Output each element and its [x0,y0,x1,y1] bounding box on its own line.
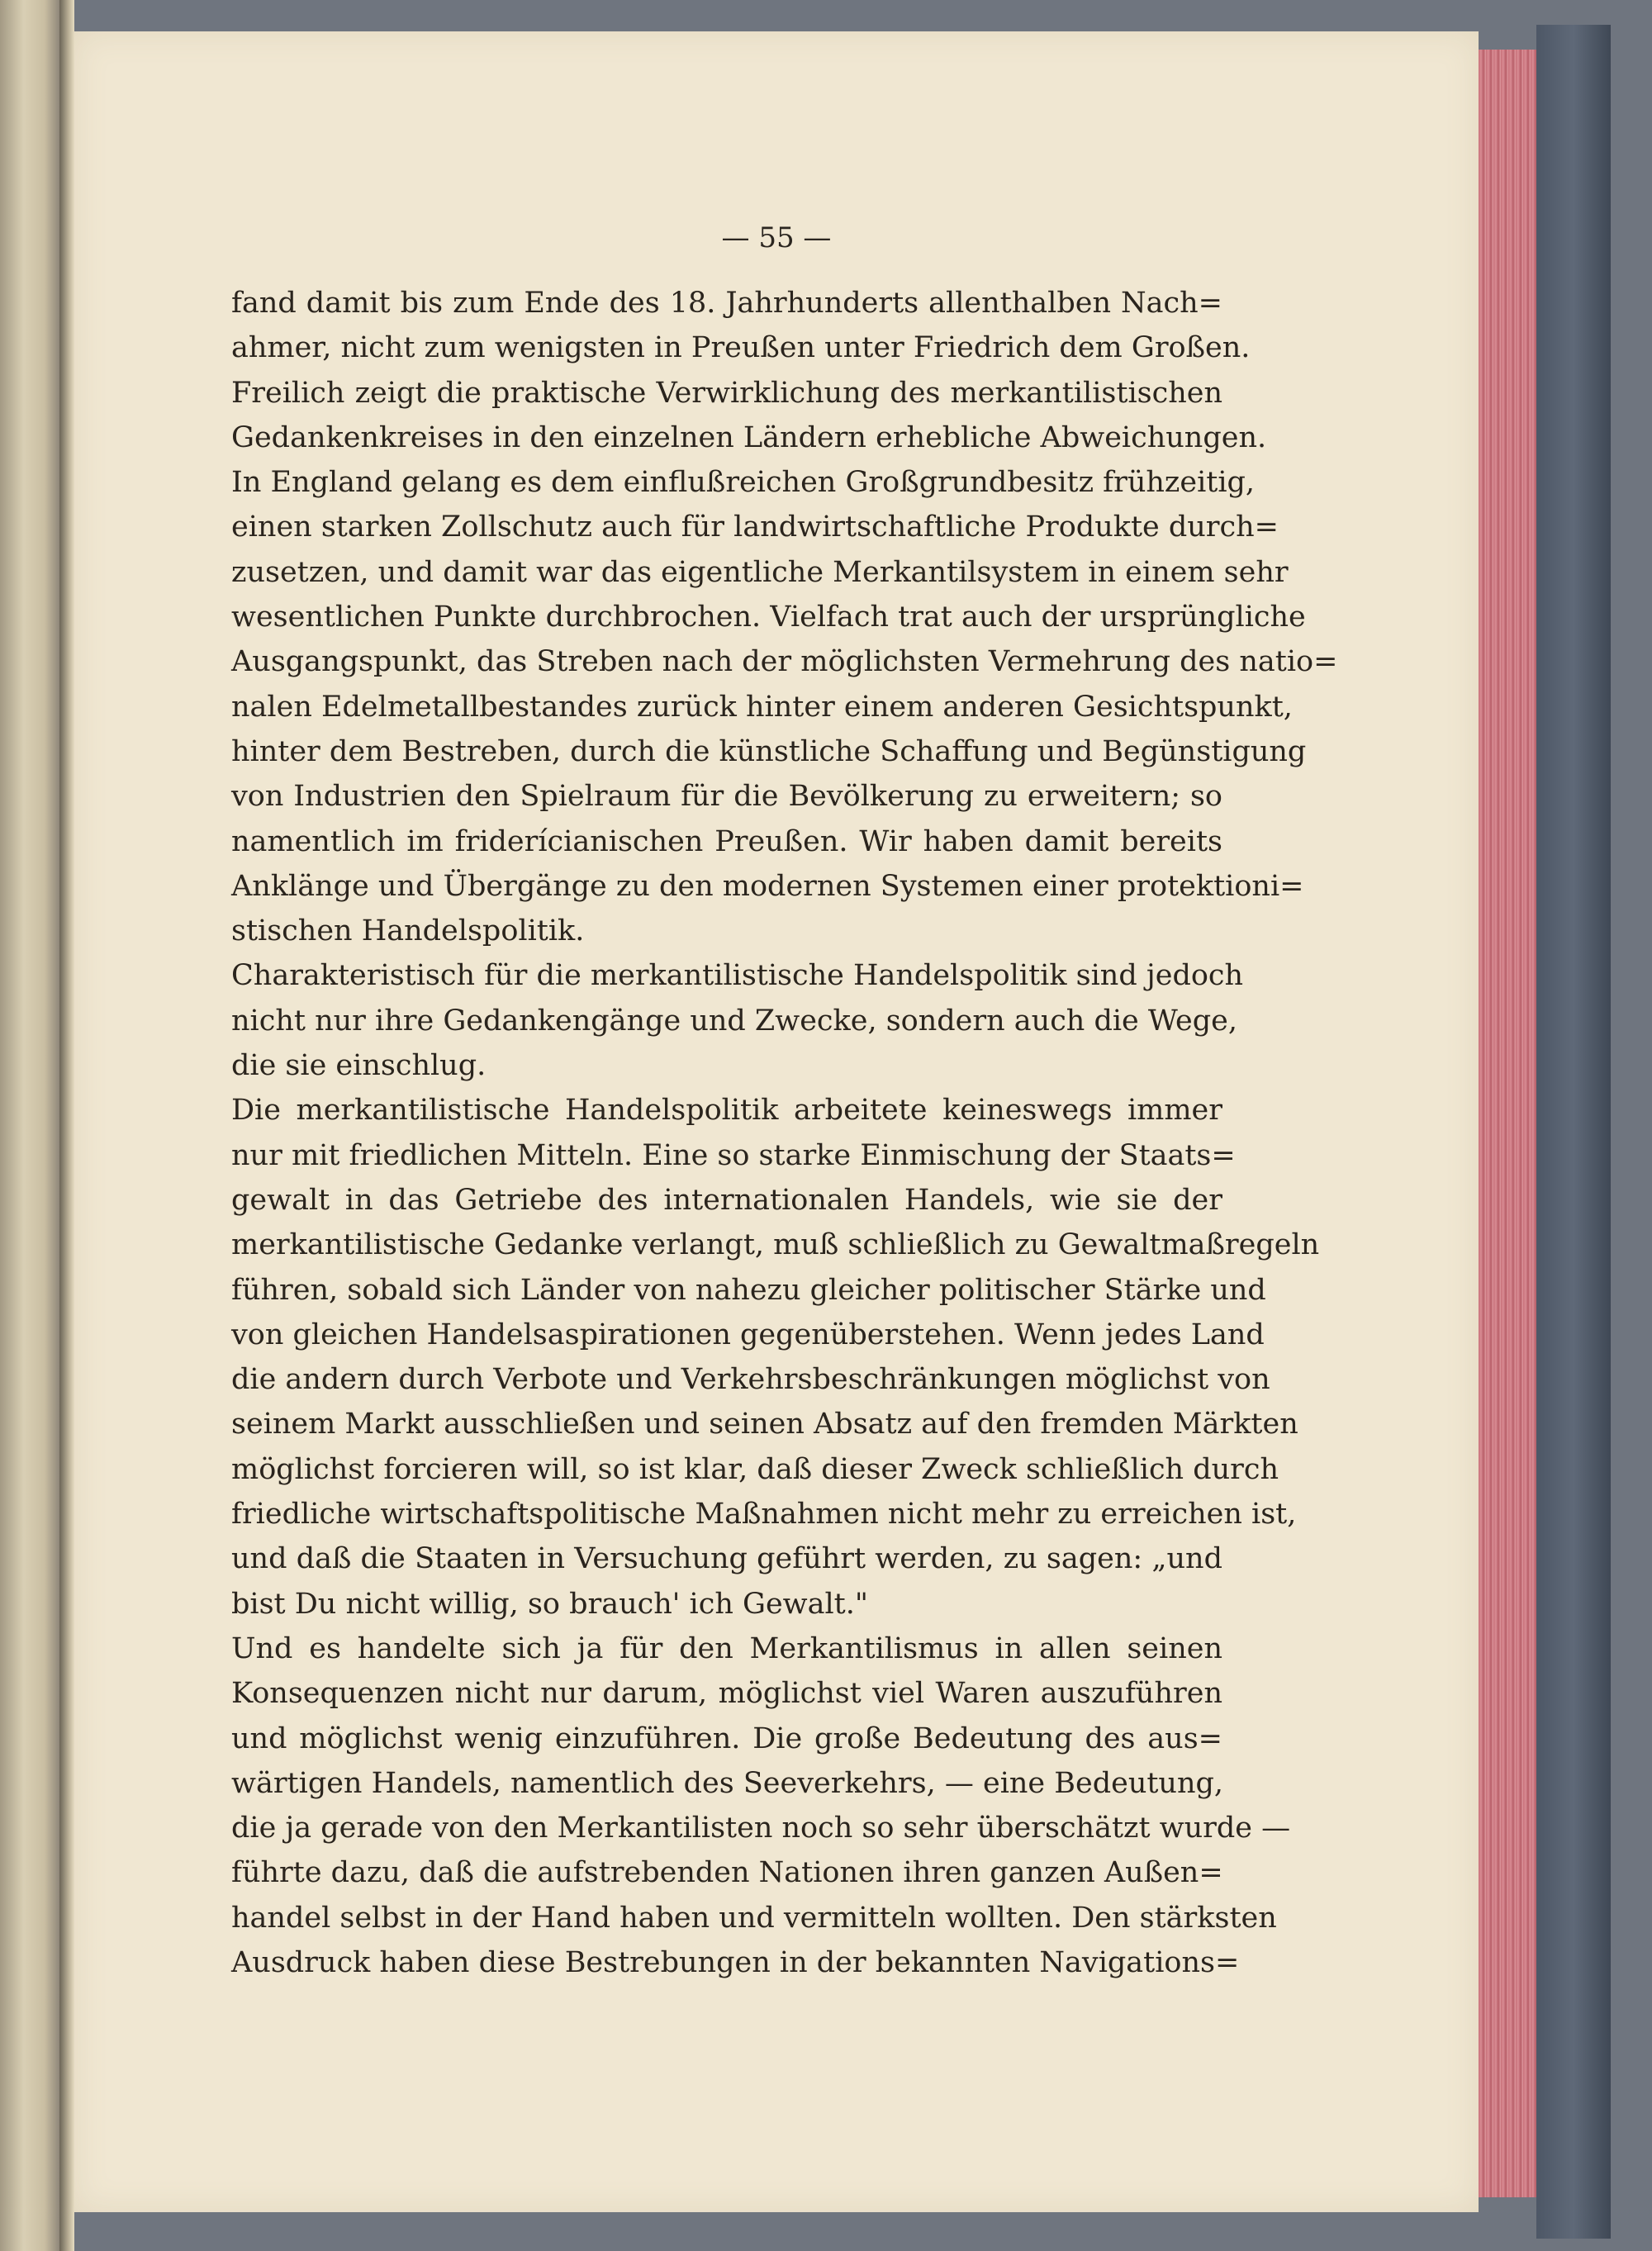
text-line: von Industrien den Spielraum für die Bevölkerung zu erweitern; so [231,780,1222,814]
text-line: friedliche wirtschaftspolitische Maßnahmen nicht mehr zu erreichen ist, [231,1498,1297,1532]
text-line: möglichst forcieren will, so ist klar, daß dieser Zweck schließlich durch [231,1452,1279,1486]
text-line: wärtigen Handels, namentlich des Seeverkehrs, — eine Bedeutung, [231,1766,1224,1800]
body-text [231,281,1338,1985]
text-line: hinter dem Bestreben, durch die künstliche Schaffung und Begünstigung [231,734,1307,768]
text-line: nalen Edelmetallbestandes zurück hinter einem anderen Gesichtspunkt, [231,690,1293,724]
text-line: Und es handelte sich ja für den Merkantilismus in allen seinen [231,1631,1222,1665]
text-line: nur mit friedlichen Mitteln. Eine so starke Einmischung der Staats= [231,1138,1236,1172]
text-line: fand damit bis zum Ende des 18. Jahrhunderts allenthalben Nach= [231,287,1222,320]
text-line: namentlich im friderícianischen Preußen. Wir haben damit bereits [231,824,1222,858]
book-gutter [59,0,74,2251]
text-line: führte dazu, daß die aufstrebenden Nationen ihren ganzen Außen= [231,1856,1223,1890]
text-line: die sie einschlug. [231,1049,487,1083]
text-line: handel selbst in der Hand haben und vermitteln wollten. Den stärksten [231,1901,1277,1935]
text-line: einen starken Zollschutz auch für landwirtschaftliche Produkte durch= [231,511,1279,544]
text-line: Freilich zeigt die praktische Verwirklichung des merkantilistischen [231,376,1222,410]
text-line: von gleichen Handelsaspirationen gegenüberstehen. Wenn jedes Land [231,1318,1265,1351]
text-line: nicht nur ihre Gedankengänge und Zwecke, sondern auch die Wege, [231,1004,1237,1038]
text-line: merkantilistische Gedanke verlangt, muß schließlich zu Gewaltmaßregeln [231,1228,1320,1262]
paragraph [231,953,1244,1088]
text-line: ahmer, nicht zum wenigsten in Preußen unter Friedrich dem Großen. [231,331,1251,365]
text-line: stischen Handelspolitik. [231,914,585,948]
text-line: In England gelang es dem einflußreichen Großgrundbesitz frühzeitig, [231,466,1256,500]
text-line: die ja gerade von den Merkantilisten noch so sehr überschätzt wurde — [231,1812,1291,1845]
text-line: und möglichst wenig einzuführen. Die große Bedeutung des aus= [231,1721,1222,1755]
paragraph [231,281,1338,953]
text-line: führen, sobald sich Länder von nahezu gleicher politischer Stärke und [231,1273,1266,1307]
text-line: die andern durch Verbote und Verkehrsbeschränkungen möglichst von [231,1363,1270,1397]
page-edges [1479,50,1536,2197]
text-line: Konsequenzen nicht nur darum, möglichst viel Waren auszuführen [231,1677,1222,1711]
left-facing-page [0,0,59,2251]
text-line: bist Du nicht willig, so brauch' ich Gewalt." [231,1587,868,1621]
text-line: und daß die Staaten in Versuchung geführt werden, zu sagen: „und [231,1542,1222,1576]
text-line: Die merkantilistische Handelspolitik arbeitete keineswegs immer [231,1094,1222,1128]
text-line: Ausdruck haben diese Bestrebungen in der bekannten Navigations= [231,1945,1240,1979]
text-line: Gedankenkreises in den einzelnen Ländern erhebliche Abweichungen. [231,420,1267,454]
text-line: Ausgangspunkt, das Streben nach der möglichsten Vermehrung des natio= [231,645,1338,679]
text-line: Anklänge und Übergänge zu den modernen Systemen einer protektioni= [231,869,1304,903]
page-number: — 55 — [721,221,832,254]
text-line: gewalt in das Getriebe des internationalen Handels, wie sie der [231,1183,1222,1217]
text-line: zusetzen, und damit war das eigentliche Merkantilsystem in einem sehr [231,555,1289,589]
paragraph [231,1088,1320,1627]
text-line: seinem Markt ausschließen und seinen Absatz auf den fremden Märkten [231,1408,1298,1441]
text-line: wesentlichen Punkte durchbrochen. Vielfach trat auch der ursprüngliche [231,601,1306,634]
text-line: Charakteristisch für die merkantilistische Handelspolitik sind jedoch [231,959,1244,993]
paragraph [231,1627,1291,1985]
book-cover [1536,25,1611,2239]
